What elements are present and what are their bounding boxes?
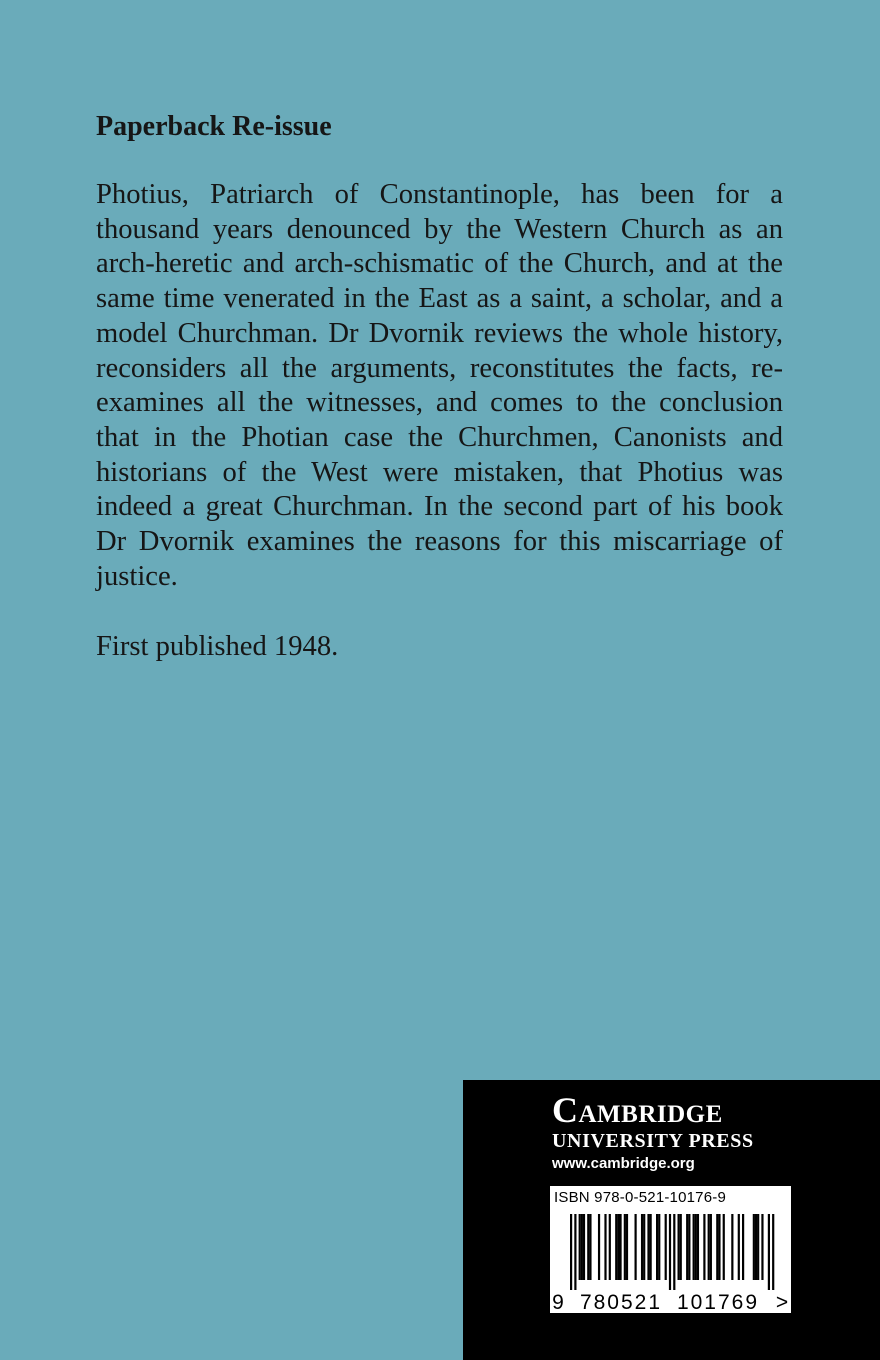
barcode-bar (647, 1214, 649, 1280)
barcode-bar (626, 1214, 628, 1280)
barcode-bar (688, 1214, 690, 1280)
barcode-bar (738, 1214, 740, 1280)
barcode-bar (718, 1214, 720, 1280)
barcode-bar (587, 1214, 589, 1280)
barcode-lead-digit: 9 (552, 1291, 564, 1313)
barcode-bar (665, 1214, 667, 1280)
barcode-bar (579, 1214, 581, 1280)
barcode-bar (703, 1214, 705, 1280)
barcode-bar (641, 1214, 643, 1280)
barcode-bar (742, 1214, 744, 1280)
barcode-bar (643, 1214, 645, 1280)
barcode-left-digits: 780521 (579, 1291, 663, 1313)
barcode-bar (635, 1214, 637, 1280)
barcode-bar (609, 1214, 611, 1280)
isbn-label: ISBN 978-0-521-10176-9 (554, 1189, 727, 1206)
barcode-bar (716, 1214, 718, 1280)
barcode-bar (673, 1214, 675, 1290)
barcode-right-digits: 101769 (676, 1291, 760, 1313)
barcode-bar (598, 1214, 600, 1280)
barcode-graphic (550, 1210, 791, 1313)
barcode-bar (772, 1214, 774, 1290)
publisher-website: www.cambridge.org (552, 1155, 695, 1172)
barcode-bar (678, 1214, 680, 1280)
barcode-bar (723, 1214, 725, 1280)
barcode-bar (708, 1214, 710, 1280)
barcode-bar (731, 1214, 733, 1280)
barcode-bar (669, 1214, 671, 1290)
barcode-quiet-mark: > (775, 1291, 789, 1313)
publisher-logo (552, 1090, 794, 1152)
barcode-bar (574, 1214, 576, 1290)
first-published-note: First published 1948. (96, 631, 339, 662)
barcode-bar (658, 1214, 660, 1280)
barcode-bar (617, 1214, 619, 1280)
barcode-bar (697, 1214, 699, 1280)
barcode-bar (695, 1214, 697, 1280)
barcode-bar (753, 1214, 755, 1280)
barcode-bar (570, 1214, 572, 1290)
barcode-bar (583, 1214, 585, 1280)
book-description: Photius, Patriarch of Constantinople, has been for a thousand years denounced by the Western Church as an arch-heretic and arch-schismatic of the Church, and at the same time venerated in the East as a saint, a scholar, and a model Churchman. Dr Dvornik reviews the whole history, reconsiders all the arguments, reconstitutes the facts, re-examines all the witnesses, and comes to the conclusion that in the Photian case the Churchmen, Canonists and historians of the West were mistaken, that Photius was indeed a great Churchman. In the second part of his book Dr Dvornik examines the reasons for this miscarriage of justice. (96, 179, 783, 592)
barcode-bar (686, 1214, 688, 1280)
barcode-bar (768, 1214, 770, 1290)
isbn-barcode (550, 1186, 791, 1313)
barcode-bar (615, 1214, 617, 1280)
barcode-bar (619, 1214, 621, 1280)
barcode-bar (604, 1214, 606, 1280)
barcode-bar (589, 1214, 591, 1280)
barcode-bar (757, 1214, 759, 1280)
barcode-bar (693, 1214, 695, 1280)
barcode-bar (710, 1214, 712, 1280)
barcode-bar (581, 1214, 583, 1280)
barcode-bar (656, 1214, 658, 1280)
publisher-subtitle: UNIVERSITY PRESS (552, 1130, 754, 1152)
barcode-bar (624, 1214, 626, 1280)
barcode-bar (755, 1214, 757, 1280)
barcode-bars (570, 1214, 774, 1290)
barcode-bar (761, 1214, 763, 1280)
back-cover-heading: Paperback Re-issue (96, 111, 332, 142)
barcode-bar (650, 1214, 652, 1280)
publisher-name: Cambridge (552, 1090, 723, 1130)
publisher-block (463, 1080, 880, 1360)
barcode-bar (680, 1214, 682, 1280)
